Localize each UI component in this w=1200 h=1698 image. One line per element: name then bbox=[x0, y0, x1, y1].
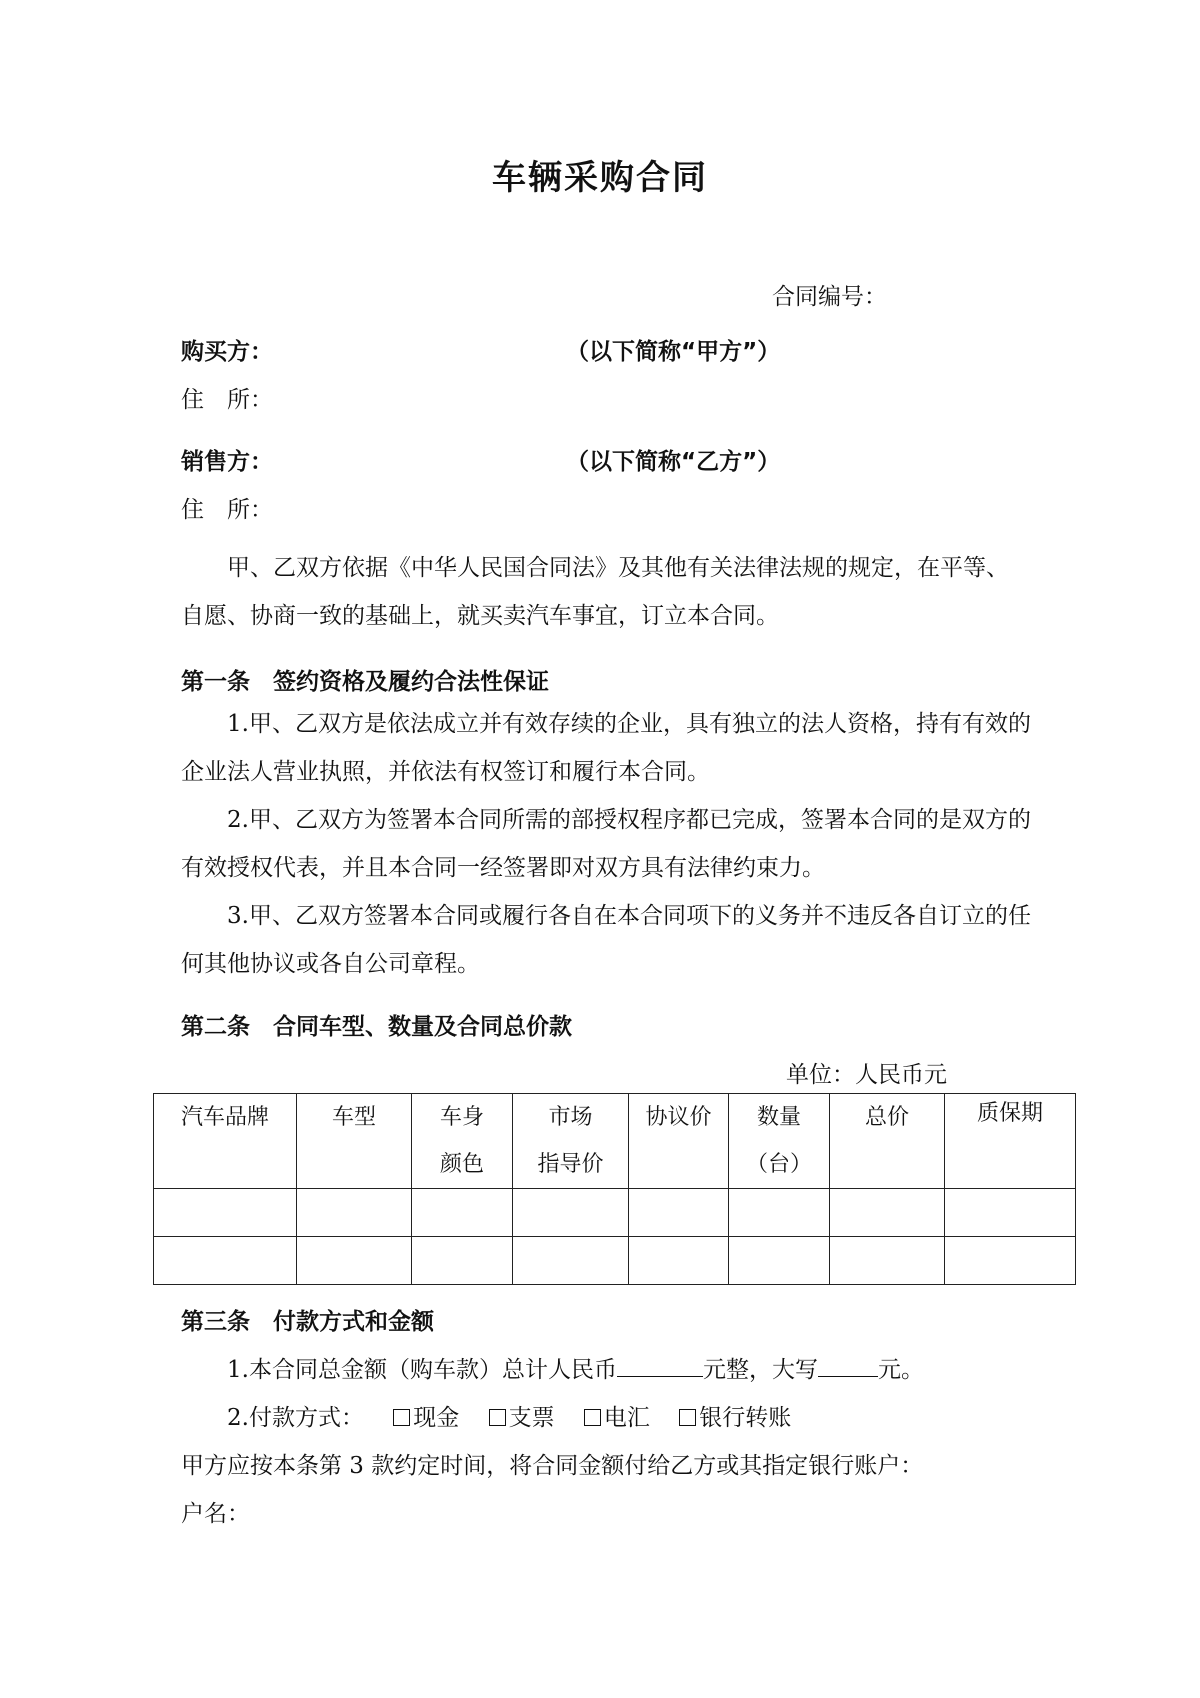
article-1-item-2: 2.甲、乙双方为签署本合同所需的部授权程序都已完成，签署本合同的是双方的有效授权代表，并且本合同一经签署即对双方具有法律约束力。 bbox=[181, 807, 1031, 881]
seller-address-label: 住 所： bbox=[181, 497, 273, 523]
option-cheque[interactable]: 支票 bbox=[489, 1405, 555, 1431]
buyer-label: 购买方： bbox=[181, 339, 273, 365]
amount-figures-blank[interactable] bbox=[617, 1354, 703, 1377]
checkbox-icon[interactable] bbox=[679, 1409, 696, 1426]
article-3-heading: 第三条 付款方式和金额 bbox=[181, 1309, 434, 1335]
table-cell[interactable] bbox=[412, 1237, 513, 1285]
table-row bbox=[154, 1189, 1076, 1237]
table-cell[interactable] bbox=[830, 1237, 945, 1285]
table-cell[interactable] bbox=[830, 1189, 945, 1237]
payment-method-line bbox=[227, 1399, 791, 1432]
header-warranty: 质保期 bbox=[945, 1094, 1076, 1189]
header-brand: 汽车品牌 bbox=[154, 1094, 297, 1189]
table-cell[interactable] bbox=[729, 1237, 830, 1285]
header-body-color: 车身 颜色 bbox=[412, 1094, 513, 1189]
table-cell[interactable] bbox=[297, 1237, 412, 1285]
table-cell[interactable] bbox=[154, 1237, 297, 1285]
table-cell[interactable] bbox=[945, 1189, 1076, 1237]
table-header-row bbox=[154, 1094, 1076, 1189]
table-cell[interactable] bbox=[513, 1189, 629, 1237]
header-agreed-price: 协议价 bbox=[629, 1094, 729, 1189]
seller-label: 销售方： bbox=[181, 449, 273, 475]
total-amount-prefix: 1.本合同总金额（购车款）总计人民币 bbox=[227, 1357, 617, 1383]
table-cell[interactable] bbox=[629, 1237, 729, 1285]
table-cell[interactable] bbox=[412, 1189, 513, 1237]
buyer-alias: （以下简称“甲方”） bbox=[566, 339, 781, 365]
total-amount-line bbox=[227, 1351, 924, 1384]
payment-instruction-line: 甲方应按本条第 3 款约定时间，将合同金额付给乙方或其指定银行账户： bbox=[181, 1453, 924, 1479]
article-2-heading: 第二条 合同车型、数量及合同总价款 bbox=[181, 1014, 572, 1040]
total-amount-middle: 元整，大写 bbox=[702, 1357, 818, 1383]
checkbox-icon[interactable] bbox=[489, 1409, 506, 1426]
option-wire-transfer[interactable]: 电汇 bbox=[584, 1405, 650, 1431]
header-total-price: 总价 bbox=[830, 1094, 945, 1189]
table-cell[interactable] bbox=[513, 1237, 629, 1285]
seller-alias: （以下简称“乙方”） bbox=[566, 449, 781, 475]
contract-number-label: 合同编号： bbox=[772, 284, 887, 310]
article-1-heading: 第一条 签约资格及履约合法性保证 bbox=[181, 669, 549, 695]
table-cell[interactable] bbox=[945, 1237, 1076, 1285]
total-amount-suffix: 元。 bbox=[877, 1357, 924, 1383]
article-1-item-1: 1.甲、乙双方是依法成立并有效存续的企业，具有独立的法人资格，持有有效的企业法人营业执照，并依法有权签订和履行本合同。 bbox=[181, 711, 1031, 785]
account-name-label: 户名： bbox=[181, 1501, 250, 1527]
vehicle-spec-table bbox=[153, 1093, 1076, 1285]
payment-method-label: 2.付款方式： bbox=[227, 1405, 364, 1431]
option-bank-transfer[interactable]: 银行转账 bbox=[679, 1405, 791, 1431]
header-msrp: 市场 指导价 bbox=[513, 1094, 629, 1189]
table-cell[interactable] bbox=[297, 1189, 412, 1237]
table-cell[interactable] bbox=[154, 1189, 297, 1237]
document-title: 车辆采购合同 bbox=[492, 158, 708, 198]
amount-words-blank[interactable] bbox=[818, 1354, 878, 1377]
table-cell[interactable] bbox=[629, 1189, 729, 1237]
article-1-body bbox=[181, 700, 1031, 988]
article-1-item-3: 3.甲、乙双方签署本合同或履行各自在本合同项下的义务并不违反各自订立的任何其他协议或各自公司章程。 bbox=[181, 903, 1031, 977]
checkbox-icon[interactable] bbox=[584, 1409, 601, 1426]
table-cell[interactable] bbox=[729, 1189, 830, 1237]
checkbox-icon[interactable] bbox=[393, 1409, 410, 1426]
currency-unit-label: 单位：人民币元 bbox=[786, 1062, 947, 1088]
option-cash[interactable]: 现金 bbox=[393, 1405, 459, 1431]
table-row bbox=[154, 1237, 1076, 1285]
header-model: 车型 bbox=[297, 1094, 412, 1189]
preamble-paragraph: 甲、乙双方依据《中华人民国合同法》及其他有关法律法规的规定，在平等、自愿、协商一致的基础上，就买卖汽车事宜，订立本合同。 bbox=[181, 555, 1009, 629]
buyer-address-label: 住 所： bbox=[181, 387, 273, 413]
header-quantity: 数量 （台） bbox=[729, 1094, 830, 1189]
